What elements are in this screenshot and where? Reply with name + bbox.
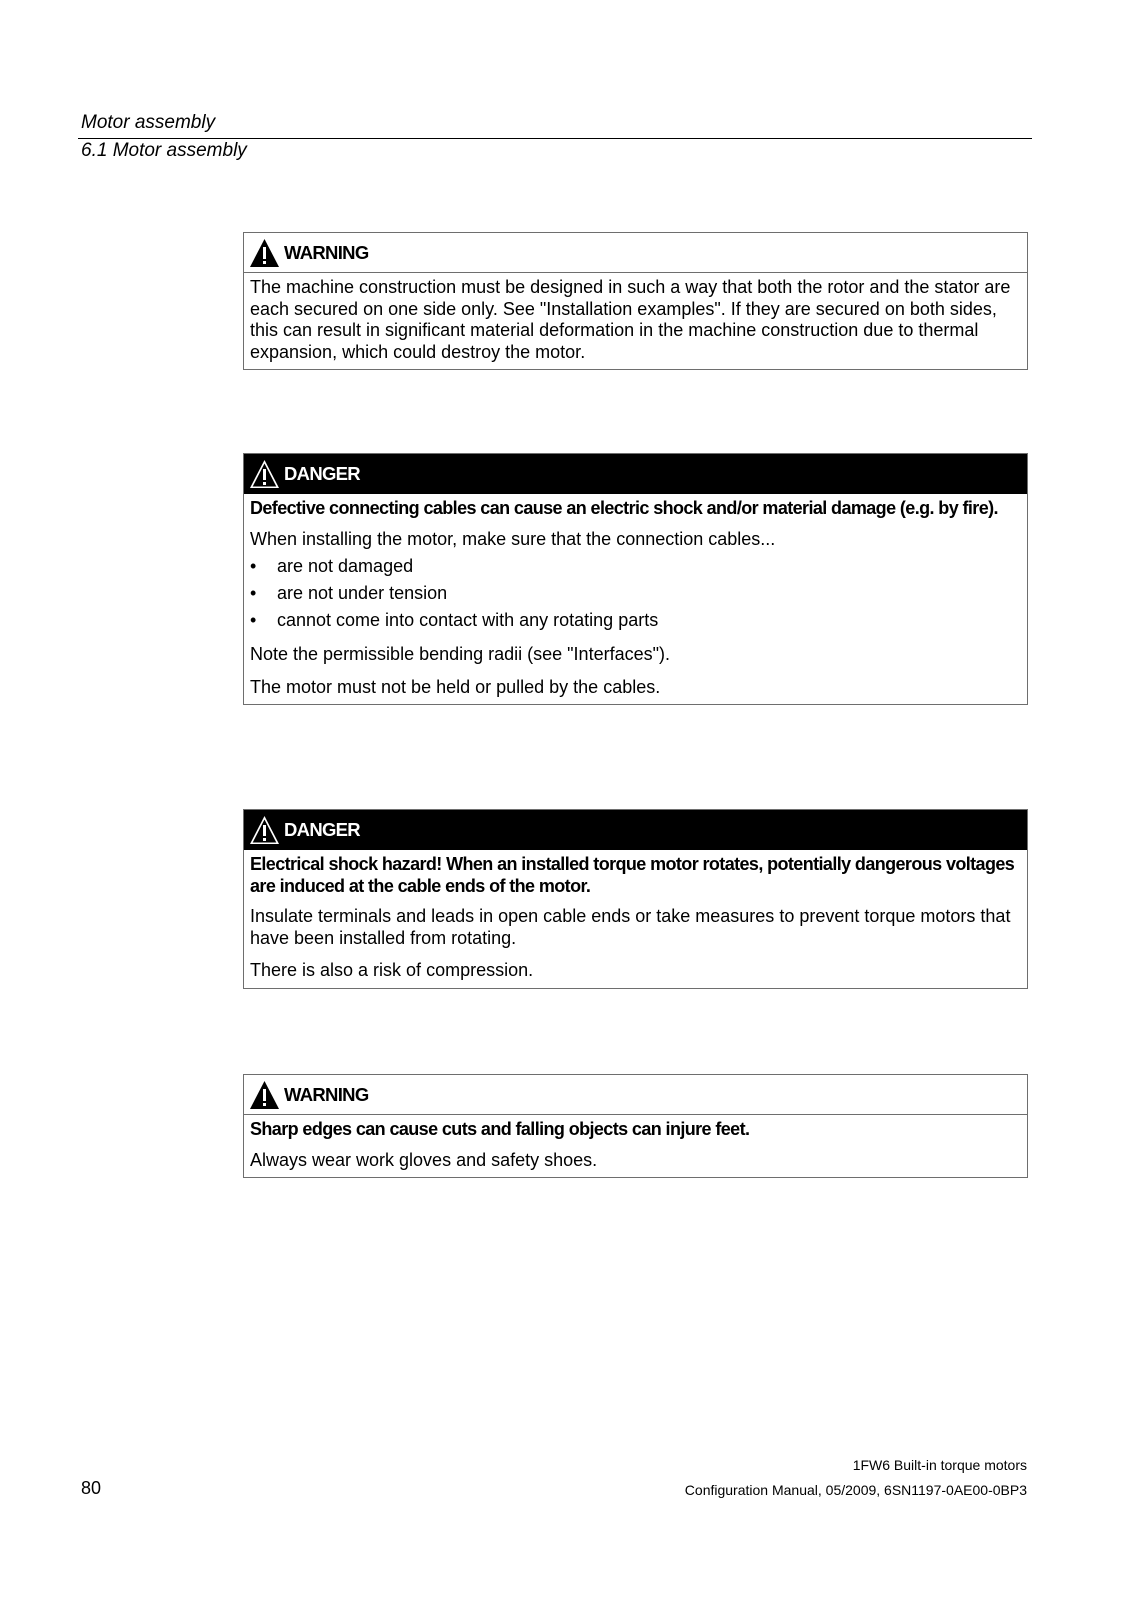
notice-paragraph: Insulate terminals and leads in open cable ends or take measures to prevent torque motors that have been installed from rotating. xyxy=(250,906,1011,948)
header-divider xyxy=(78,138,1032,139)
notice-paragraph: The motor must not be held or pulled by the cables. xyxy=(250,676,661,697)
notice-body xyxy=(244,494,1027,704)
footer-product: 1FW6 Built-in torque motors xyxy=(852,1457,1027,1473)
danger-notice-1 xyxy=(243,453,1028,705)
bullet-icon: • xyxy=(250,556,257,576)
notice-header xyxy=(244,810,1027,850)
footer-manual: Configuration Manual, 05/2009, 6SN1197-0AE00-0BP3 xyxy=(684,1482,1027,1498)
warning-triangle-icon xyxy=(249,238,280,268)
list-item: • are not under tension xyxy=(250,580,1021,607)
signal-word: WARNING xyxy=(284,241,369,263)
bullet-list xyxy=(250,553,1021,634)
notice-lead: Sharp edges can cause cuts and falling objects can injure feet. xyxy=(250,1119,750,1139)
danger-notice-2 xyxy=(243,809,1028,989)
notice-paragraph: Always wear work gloves and safety shoes. xyxy=(250,1149,598,1170)
notice-paragraph: When installing the motor, make sure that the connection cables... xyxy=(250,528,776,549)
notice-header xyxy=(244,1075,1027,1115)
notice-paragraph: The machine construction must be designed in such a way that both the rotor and the stator are each secured on one side only. See "Installation examples". If they are secured on both sides, this can result in significant material deformation in the machine construction due to thermal expansion, which could destroy the motor. xyxy=(250,277,1011,362)
notice-header xyxy=(244,454,1027,494)
warning-notice-1 xyxy=(243,232,1028,370)
warning-notice-2 xyxy=(243,1074,1028,1178)
notice-body xyxy=(244,1115,1027,1177)
danger-triangle-icon xyxy=(249,815,280,845)
page-number: 80 xyxy=(81,1478,102,1498)
running-header-chapter: Motor assembly xyxy=(81,112,216,133)
notice-lead: Electrical shock hazard! When an installed torque motor rotates, potentially dangerous voltages are induced at the cable ends of the motor. xyxy=(250,854,1015,896)
bullet-icon: • xyxy=(250,583,257,603)
running-header-section: 6.1 Motor assembly xyxy=(81,140,247,161)
list-item: • are not damaged xyxy=(250,553,1021,580)
bullet-icon: • xyxy=(250,610,257,630)
warning-triangle-icon xyxy=(249,1080,280,1110)
notice-lead: Defective connecting cables can cause an electric shock and/or material damage (e.g. by fire). xyxy=(250,498,998,518)
signal-word: DANGER xyxy=(284,463,360,484)
danger-triangle-icon xyxy=(249,459,280,489)
signal-word: DANGER xyxy=(284,819,360,840)
notice-paragraph: There is also a risk of compression. xyxy=(250,960,534,980)
notice-body xyxy=(244,850,1027,988)
notice-body xyxy=(244,273,1027,369)
list-item: • cannot come into contact with any rotating parts xyxy=(250,607,1021,634)
notice-paragraph: Note the permissible bending radii (see "Interfaces"). xyxy=(250,644,670,664)
signal-word: WARNING xyxy=(284,1083,369,1105)
notice-header xyxy=(244,233,1027,273)
